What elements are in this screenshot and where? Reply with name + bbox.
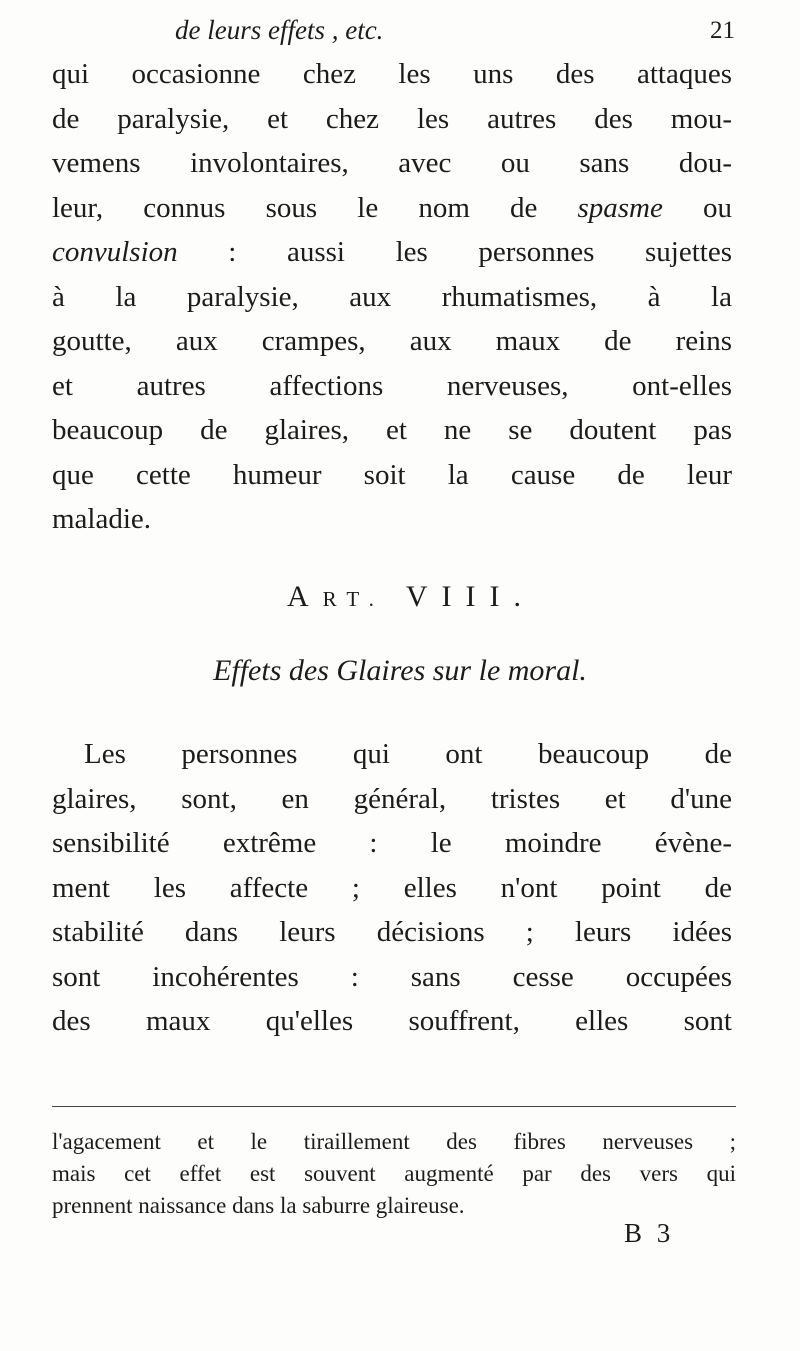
article-heading-prefix: A xyxy=(286,580,323,613)
page-number: 21 xyxy=(710,17,735,44)
footnote-line: l'agacement et le tiraillement des fibres nerveuses ; xyxy=(52,1129,736,1154)
text-line: glaires, sont, en général, tristes et d'une xyxy=(52,782,732,815)
text-line: maladie. xyxy=(52,503,152,535)
text-line: sensibilité extrême : le moindre évène- xyxy=(52,827,732,859)
footnote-line: prennent naissance dans la saburre glaireuse. xyxy=(52,1193,465,1218)
footnote-line: mais cet effet est souvent augmenté par des vers qui xyxy=(52,1161,736,1186)
signature-mark: B 3 xyxy=(624,1218,675,1248)
text-fragment: leur, connus sous le nom de xyxy=(52,191,578,224)
text-line: vemens involontaires, avec ou sans dou- xyxy=(52,147,732,179)
text-line: de paralysie, et chez les autres des mou- xyxy=(52,102,732,135)
term-convulsion: convulsion xyxy=(52,236,178,268)
text-line: et autres affections nerveuses, ont-elles xyxy=(52,369,732,402)
text-fragment: : aussi les personnes sujettes xyxy=(177,236,732,268)
text-line: des maux qu'elles souffrent, elles sont xyxy=(52,1005,732,1037)
text-line: qui occasionne chez les uns des attaques xyxy=(52,58,732,90)
page-header xyxy=(175,15,735,51)
text-fragment: ou xyxy=(662,191,732,224)
text-line-with-term xyxy=(52,186,732,231)
footnote xyxy=(52,1126,736,1222)
article-heading xyxy=(0,580,800,614)
text-line-with-term xyxy=(52,230,732,275)
text-line: beaucoup de glaires, et ne se doutent pas xyxy=(52,414,732,446)
paragraph-2 xyxy=(52,732,732,1044)
text-line: stabilité dans leurs décisions ; leurs idées xyxy=(52,916,732,948)
text-line: à la paralysie, aux rhumatismes, à la xyxy=(52,280,732,313)
article-heading-smallcaps: RT. xyxy=(322,587,385,611)
article-number: VIII. xyxy=(405,580,536,613)
paragraph-1 xyxy=(52,52,732,542)
text-line: goutte, aux crampes, aux maux de reins xyxy=(52,325,732,357)
text-line: sont incohérentes : sans cesse occupées xyxy=(52,960,732,993)
term-spasme: spasme xyxy=(577,191,663,224)
text-line: ment les affecte ; elles n'ont point de xyxy=(52,871,732,904)
text-line: Les personnes qui ont beaucoup de xyxy=(84,738,732,770)
running-head: de leurs effets , etc. xyxy=(175,15,384,45)
text-line: que cette humeur soit la cause de leur xyxy=(52,458,732,491)
footnote-rule xyxy=(52,1106,736,1107)
article-title: Effets des Glaires sur le moral. xyxy=(213,654,587,687)
